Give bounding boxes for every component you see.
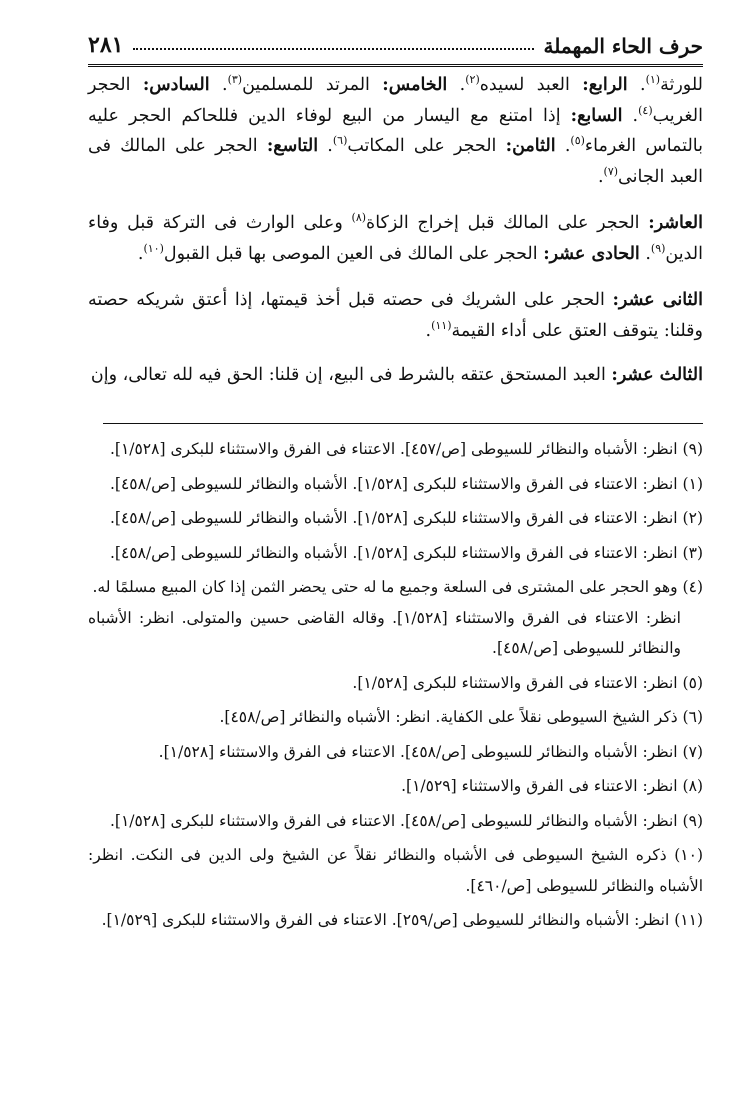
footnote-ref: (٢) <box>465 73 480 87</box>
paragraph-2: العاشر: الحجر على المالك قبل إخراج الزكاة$^{(٨)}$ وعلى الوارث فى التركة قبل وفاء الدين$^{(٩)}$. الحادى عشر: الحجر على المالك فى العين الموصى بها قبل القبول$^{(١٠)}$. <box>88 211 703 264</box>
footnote <box>88 702 703 733</box>
section-keyword: الخامس: <box>382 75 448 95</box>
footnote-text: انظر: الأشباه والنظائر للسيوطى [ص/٤٥٨]. الاعتناء فى الفرق والاستثناء [١/٥٢٨]. <box>158 742 683 761</box>
footnote <box>88 469 703 500</box>
page-number: ٢٨١ <box>88 32 124 58</box>
footnote-number: (١) <box>682 474 703 493</box>
footnote-number: (١١) <box>674 911 703 929</box>
section-keyword: العاشر: <box>648 213 703 233</box>
footnotes <box>88 434 703 940</box>
footnote-ref: (٩) <box>650 241 666 255</box>
text-run: الحجر على المالك قبل إخراج الزكاة <box>366 213 649 233</box>
footnote-text: انظر: الأشباه والنظائر للسيوطى [ص/٤٥٧]. الاعتناء فى الفرق والاستثناء للبكرى [١/٥٢٨]. <box>109 440 683 458</box>
footnote-text: انظر: الاعتناء فى الفرق والاستثناء للبكرى [١/٥٢٨]. الأشباه والنظائر للسيوطى [ص/٤٥٨]. <box>109 474 683 493</box>
text-run: العبد المستحق عتقه بالشرط فى البيع، إن قلنا: الحق فيه لله تعالى، وإن <box>90 365 612 385</box>
footnote <box>88 572 703 664</box>
footnote-number: (٥) <box>682 673 703 692</box>
paragraph-1: للورثة$^{(١)}$. الرابع: العبد لسيده$^{(٢)}$. الخامس: المرتد للمسلمين$^{(٣)}$. السادس: الحجر الغريب$^{(٤)}$. السابع: إذا امتنع مع اليسار من البيع لوفاء الدين فللحاكم الحجر عليه بالتماس الغرماء$^{(٥)}$. الثامن: الحجر على المكاتب$^{(٦)}$. التاسع: الحجر على المالك فى العبد الجانى$^{(٧)}$. <box>88 73 703 187</box>
text-run: الحجر الغريب <box>88 75 703 126</box>
footnote-number: (٧) <box>682 742 703 761</box>
footnote-ref: (٨) <box>351 211 367 225</box>
section-keyword: السادس: <box>142 75 210 95</box>
section-keyword: التاسع: <box>266 136 319 156</box>
footnote-ref: (٦) <box>332 134 348 148</box>
footnote <box>88 668 703 699</box>
section-keyword: الثالث عشر: <box>611 365 703 385</box>
page-header <box>88 18 703 67</box>
main-text <box>88 70 703 407</box>
text-run: الحجر على الشريك فى حصته قبل أخذ قيمتها، إذا أعتق شريكه حصته وقلنا: يتوقف العتق على أداء القيمة <box>88 290 703 341</box>
footnote-number: (١٠) <box>674 846 703 864</box>
footnote-ref: (٤) <box>638 103 653 117</box>
footnote-number: (٩) <box>682 811 703 830</box>
paragraph-3: الثانى عشر: الحجر على الشريك فى حصته قبل أخذ قيمتها، إذا أعتق شريكه حصته وقلنا: يتوقف العتق على أداء القيمة$^{(١١)}$. <box>88 290 704 341</box>
footnote <box>88 806 703 837</box>
footnote <box>88 538 703 569</box>
footnote-separator <box>103 423 703 424</box>
footnote-text: انظر: الاعتناء فى الفرق والاستثناء للبكرى [١/٥٢٨]. الأشباه والنظائر للسيوطى [ص/٤٥٨]. <box>109 543 683 562</box>
footnote-ref: (١١) <box>431 318 452 332</box>
footnote-ref: (٧) <box>603 164 619 178</box>
footnote-continuation: انظر: الاعتناء فى الفرق والاستثناء [١/٥٢٨]. وقاله القاضى حسين والمتولى. انظر: الأشباه والنظائر للسيوطى [ص/٤٥٨]. <box>88 608 681 657</box>
footnote-ref: (٣) <box>227 73 243 87</box>
footnote-text: انظر: الاعتناء فى الفرق والاستثناء [١/٥٢٩]. <box>401 777 683 795</box>
text-run: وعلى الوارث فى التركة قبل وفاء الدين <box>88 213 703 264</box>
footnote-text: انظر: الأشباه والنظائر للسيوطى [ص/٢٥٩]. الاعتناء فى الفرق والاستثناء للبكرى [١/٥٢٩]. <box>101 911 675 929</box>
footnote-ref: (٥) <box>570 134 585 148</box>
section-keyword: الثامن: <box>505 136 556 156</box>
footnote-text: ذكره الشيخ السيوطى فى الأشباه والنظائر نقلاً عن الشيخ ولى الدين فى النكت. انظر: الأشباه والنظائر للسيوطى [ص/٤٦٠]. <box>88 846 703 895</box>
text-run: المرتد للمسلمين <box>242 75 383 95</box>
section-keyword: الثانى عشر: <box>612 290 704 310</box>
footnote <box>88 905 703 936</box>
footnote-ref: (١٠) <box>143 241 164 255</box>
section-keyword: السابع: <box>570 105 623 126</box>
footnote <box>88 771 703 802</box>
text-run: الحجر على المالك فى العبد الجانى <box>88 136 703 187</box>
text-run: العبد لسيده <box>479 75 583 95</box>
footnote <box>88 434 703 465</box>
footnote-number: (٩) <box>682 440 703 458</box>
paragraph-4 <box>88 360 703 391</box>
footnote-number: (٣) <box>682 543 703 562</box>
footnote-text: وهو الحجر على المشترى فى السلعة وجميع ما له حتى يحضر الثمن إذا كان المبيع مسلمًا له. <box>92 578 683 596</box>
section-keyword: الرابع: <box>582 75 628 95</box>
section-keyword: الحادى عشر: <box>543 243 640 264</box>
footnote <box>88 840 703 901</box>
footnote-text: انظر: الأشباه والنظائر للسيوطى [ص/٤٥٨]. الاعتناء فى الفرق والاستثناء للبكرى [١/٥٢٨]. <box>109 811 683 830</box>
footnote-text: انظر: الاعتناء فى الفرق والاستثناء للبكرى [١/٥٢٨]. <box>352 673 683 692</box>
footnote-ref: (١) <box>645 73 661 87</box>
text-run: الحجر على المكاتب <box>347 136 506 156</box>
footnote <box>88 503 703 534</box>
footnote-number: (٢) <box>682 509 703 527</box>
footnote <box>88 737 703 768</box>
footnote-number: (٦) <box>682 708 703 726</box>
footnote-text: انظر: الاعتناء فى الفرق والاستثناء للبكرى [١/٥٢٨]. الأشباه والنظائر للسيوطى [ص/٤٥٨]. <box>109 509 683 527</box>
text-run: للورثة <box>660 75 703 95</box>
text-run: إذا امتنع مع اليسار من البيع لوفاء الدين فللحاكم الحجر عليه بالتماس الغرماء <box>88 105 703 156</box>
text-run: الحجر على المالك فى العين الموصى بها قبل القبول <box>163 243 544 264</box>
footnote-number: (٨) <box>682 777 703 795</box>
footnote-text: ذكر الشيخ السيوطى نقلاً على الكفاية. انظر: الأشباه والنظائر [ص/٤٥٨]. <box>219 708 683 726</box>
header-dotted-leader <box>133 48 533 50</box>
running-title: حرف الحاء المهملة <box>543 34 703 58</box>
footnote-number: (٤) <box>682 578 703 596</box>
